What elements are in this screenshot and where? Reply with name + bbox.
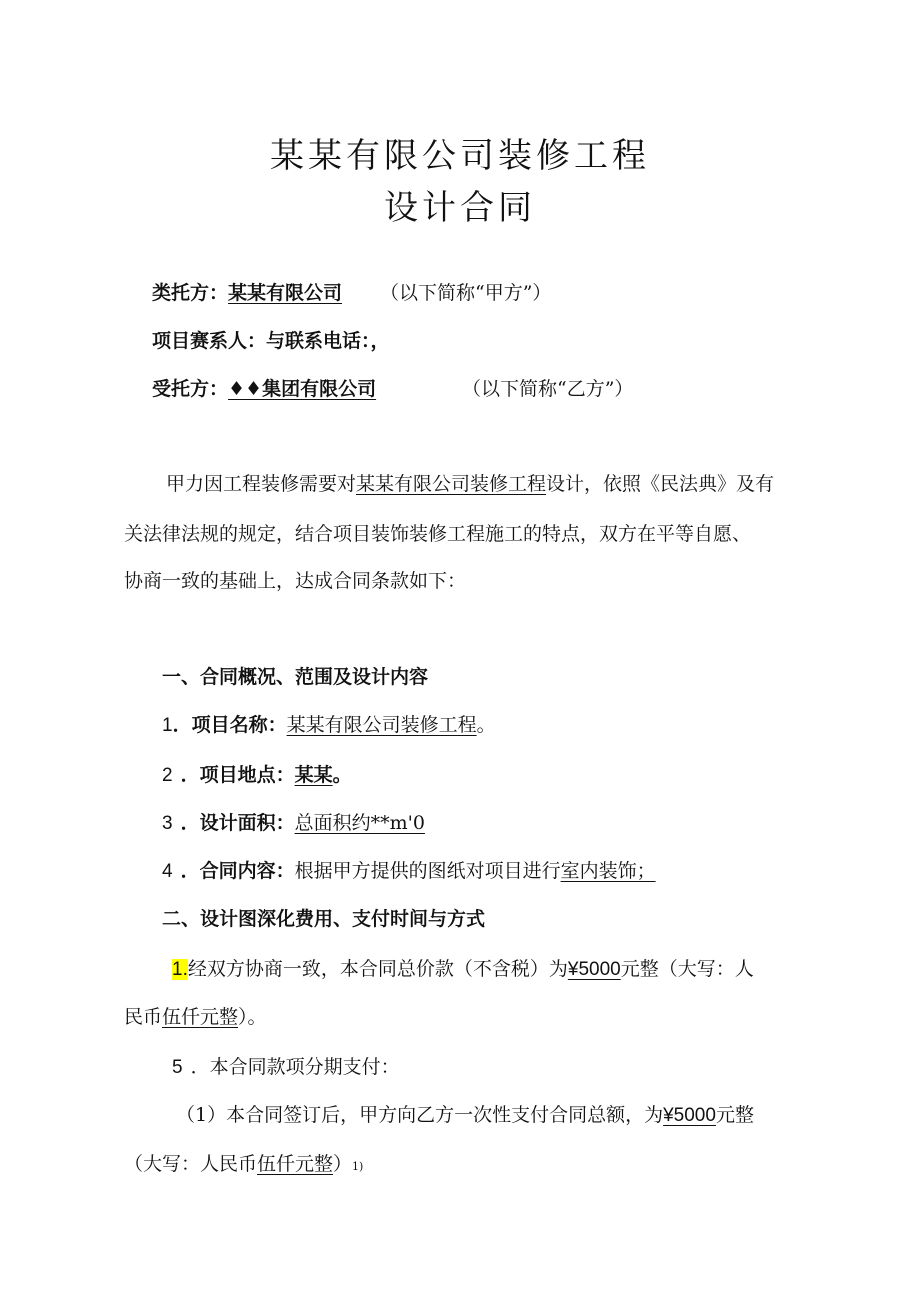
item-label: ．项目地点： [180, 764, 295, 786]
item-tail: 。 [476, 714, 496, 736]
section-1-item-1 [162, 712, 496, 739]
preamble-text-b: 设计，依照《民法典》及有 [546, 473, 775, 495]
section-2-sub-1-line-1 [176, 1102, 754, 1129]
preamble-project-name: 某某有限公司装修工程 [356, 473, 547, 495]
preamble-line-1 [166, 471, 774, 497]
section-1-item-3 [162, 810, 425, 837]
client-name: 某某有限公司 [228, 282, 343, 304]
item-value: 某某有限公司装修工程 [286, 714, 477, 736]
item-value: 总面积约**m'0 [294, 812, 425, 834]
item-number: 5 [172, 1057, 183, 1078]
section-2-item-1-line-1 [172, 956, 754, 983]
item-label: ．设计面积： [180, 812, 295, 834]
item-number-highlighted: 1. [172, 959, 188, 980]
item-text: （1）本合同签订后，甲方向乙方一次性支付合同总额，为 [176, 1104, 664, 1126]
item-number: 1 [162, 715, 173, 736]
preamble-line-3: 协商一致的基础上，达成合同条款如下： [124, 570, 467, 592]
amount: ¥5000 [663, 1105, 716, 1126]
footnote-mark: 1) [352, 1160, 364, 1173]
section-2-item-1-line-2 [124, 1004, 267, 1030]
section-1-heading: 一、合同概况、范围及设计内容 [162, 666, 429, 688]
contact-line: 项目赛系人：与联系电话：， [152, 330, 390, 352]
document-title-line1: 某某有限公司装修工程 [270, 136, 650, 176]
item-text: 元整 [715, 1104, 754, 1126]
item-text: ）。 [238, 1006, 267, 1028]
item-label: ．合同内容： [180, 860, 295, 882]
agent-label: 受托方： [152, 378, 229, 400]
section-2-item-2 [172, 1054, 400, 1081]
item-text: ） [333, 1153, 353, 1175]
item-number: 3 [162, 813, 173, 834]
agent-line [152, 376, 376, 402]
client-alias: （以下简称“甲方”） [380, 282, 552, 304]
agent-name: ♦♦集团有限公司 [228, 378, 377, 400]
client-label: 类托方： [152, 282, 229, 304]
item-value: 某某 [294, 764, 333, 786]
item-text: 元整（大写：人 [620, 958, 754, 980]
item-text: ．本合同款项分期支付： [190, 1056, 400, 1078]
item-text: 民币 [124, 1006, 163, 1028]
section-2-sub-1-line-2 [124, 1151, 363, 1180]
item-value-b: 室内装饰； [560, 860, 656, 882]
item-number: 2 [162, 765, 173, 786]
item-text: （大写：人民币 [124, 1153, 258, 1175]
preamble-line-2: 关法律法规的规定，结合项目装饰装修工程施工的特点，双方在平等自愿、 [124, 523, 752, 545]
item-number: 4 [162, 861, 173, 882]
amount-words: 伍仟元整 [162, 1006, 239, 1028]
document-title-line2: 设计合同 [384, 188, 536, 228]
amount-words: 伍仟元整 [257, 1153, 334, 1175]
item-value-a: 根据甲方提供的图纸对项目进行 [294, 860, 561, 882]
preamble-text-a: 甲力因工程装修需要对 [166, 473, 357, 495]
agent-alias: （以下简称“乙方”） [462, 378, 634, 400]
section-2-heading: 二、设计图深化费用、支付时间与方式 [162, 908, 486, 930]
item-tail: 。 [332, 764, 352, 786]
item-text: 经双方协商一致，本合同总价款（不含税）为 [187, 958, 568, 980]
item-label: ．项目名称： [172, 714, 287, 736]
amount: ¥5000 [567, 959, 621, 980]
section-1-item-4 [162, 858, 656, 885]
section-1-item-2 [162, 762, 352, 789]
client-line [152, 280, 342, 306]
